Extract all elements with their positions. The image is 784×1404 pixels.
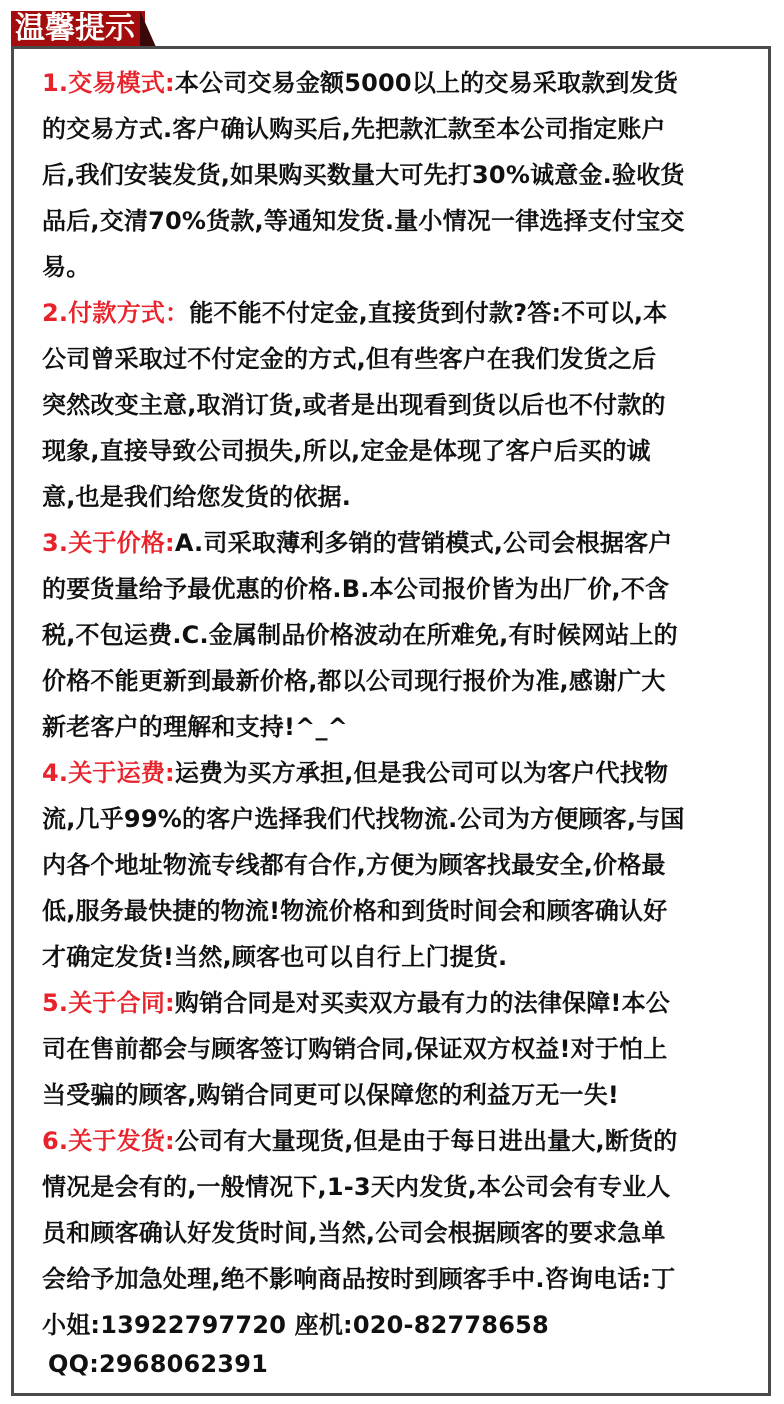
section-1-line-1: 1.交易模式:本公司交易金额5000以上的交易采取款到发货 xyxy=(42,69,679,97)
section-1-line-2: 的交易方式.客户确认购买后,先把款汇款至本公司指定账户 xyxy=(42,115,666,143)
section-5-line-2: 司在售前都会与顾客签订购销合同,保证双方权益!对于怕上 xyxy=(42,1035,668,1063)
section-4-line-1: 4.关于运费:运费为买方承担,但是我公司可以为客户代找物 xyxy=(42,759,669,787)
section-1-line-4: 品后,交清70%货款,等通知发货.量小情况一律选择支付宝交 xyxy=(42,207,685,235)
section-1-label: 1.交易模式: xyxy=(42,69,175,97)
section-4-line-2: 流,几乎99%的客户选择我们代找物流.公司为方便顾客,与国 xyxy=(42,805,685,833)
section-4-line-4: 低,服务最快捷的物流!物流价格和到货时间会和顾客确认好 xyxy=(42,897,668,925)
page-title: 温馨提示 xyxy=(15,11,135,46)
section-6-line-3: 员和顾客确认好发货时间,当然,公司会根据顾客的要求急单 xyxy=(42,1219,666,1247)
contact-phone-line: 小姐:13922797720 座机:020-82778658 xyxy=(42,1311,549,1339)
section-2-line-3: 突然改变主意,取消订货,或者是出现看到货以后也不付款的 xyxy=(42,391,666,419)
section-3-line-4: 价格不能更新到最新价格,都以公司现行报价为准,感谢广大 xyxy=(42,667,666,695)
section-2-line-5: 意,也是我们给您发货的依据. xyxy=(42,483,352,511)
section-6-line-1: 6.关于发货:公司有大量现货,但是由于每日进出量大,断货的 xyxy=(42,1127,678,1155)
contact-qq-line: QQ:2968062391 xyxy=(48,1350,268,1378)
section-6-line-2: 情况是会有的,一般情况下,1-3天内发货,本公司会有专业人 xyxy=(42,1173,671,1201)
section-2-label: 2.付款方式： xyxy=(42,299,190,327)
section-5-line-3: 当受骗的顾客,购销合同更可以保障您的利益万无一失! xyxy=(42,1081,620,1109)
section-2-line-1: 2.付款方式：能不能不付定金,直接货到付款?答:不可以,本 xyxy=(42,299,668,327)
section-6-line-4: 会给予加急处理,绝不影响商品按时到顾客手中.咨询电话:丁 xyxy=(42,1265,676,1293)
section-3-line-2: 的要货量给予最优惠的价格.B.本公司报价皆为出厂价,不含 xyxy=(42,575,670,603)
section-3-line-5: 新老客户的理解和支持!^_^ xyxy=(42,713,348,741)
section-5-line-1: 5.关于合同:购销合同是对买卖双方最有力的法律保障!本公 xyxy=(42,989,670,1017)
section-6-label: 6.关于发货: xyxy=(42,1127,175,1155)
section-4-label: 4.关于运费: xyxy=(42,759,175,787)
section-3-line-1: 3.关于价格:A.司采取薄利多销的营销模式,公司会根据客户 xyxy=(42,529,673,557)
section-1-line-5: 易。 xyxy=(42,253,91,281)
section-3-line-3: 税,不包运费.C.金属制品价格波动在所难免,有时候网站上的 xyxy=(42,621,678,649)
section-4-line-5: 才确定发货!当然,顾客也可以自行上门提货. xyxy=(42,943,508,971)
section-1-line-3: 后,我们安装发货,如果购买数量大可先打30%诚意金.验收货 xyxy=(42,161,685,189)
section-4-line-3: 内各个地址物流专线都有合作,方便为顾客找最安全,价格最 xyxy=(42,851,666,879)
section-2-line-2: 公司曾采取过不付定金的方式,但有些客户在我们发货之后 xyxy=(42,345,657,373)
title-tab-slant xyxy=(140,11,156,47)
section-5-label: 5.关于合同: xyxy=(42,989,175,1017)
section-2-line-4: 现象,直接导致公司损失,所以,定金是体现了客户后买的诚 xyxy=(42,437,651,465)
section-3-label: 3.关于价格: xyxy=(42,529,175,557)
